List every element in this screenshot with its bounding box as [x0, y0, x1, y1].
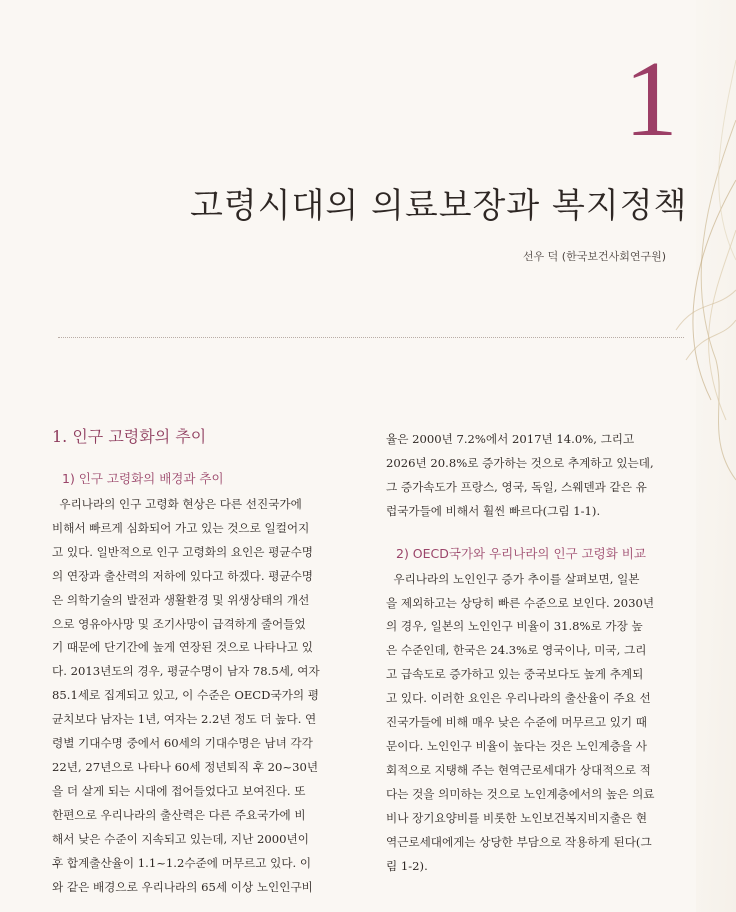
text-line: 을 제외하고는 상당히 빠른 수준으로 보인다. 2030년 — [386, 595, 655, 610]
section-heading: 1. 인구 고령화의 추이 — [52, 427, 207, 446]
text-line: 고 있다. 일반적으로 인구 고령화의 요인은 평균수명 — [52, 544, 313, 559]
body-paragraph — [386, 428, 696, 524]
text-line: 으로 영유아사망 및 조기사망이 급격하게 줄어들었 — [52, 616, 306, 631]
text-line: 비나 장기요양비를 비롯한 노인보건복지비지출은 현 — [386, 810, 648, 825]
right-column — [386, 428, 696, 878]
author-line: 선우 덕 (한국보건사회연구원) — [522, 250, 666, 263]
chapter-number: 1 — [624, 40, 678, 159]
body-paragraph — [386, 568, 696, 879]
text-line: 은 의학기술의 발전과 생활환경 및 위생상태의 개선 — [52, 592, 310, 607]
text-line: 역근로세대에게는 상당한 부담으로 작용하게 된다(그 — [386, 834, 652, 849]
text-line: 해서 낮은 수준이 지속되고 있는데, 지난 2000년이 — [52, 831, 309, 846]
text-line: 고 급속도로 증가하고 있는 중국보다도 높게 추계되 — [386, 667, 644, 682]
text-line: 의 연장과 출산력의 저하에 있다고 하겠다. 평균수명 — [52, 568, 313, 583]
text-line: 85.1세로 집계되고 있고, 이 수준은 OECD국가의 평 — [52, 688, 319, 703]
text-line: 22년, 27년으로 나타나 60세 정년퇴직 후 20~30년 — [52, 759, 319, 774]
text-line: 은 수준인데, 한국은 24.3%로 영국이나, 미국, 그리 — [386, 643, 647, 658]
subsection-heading: 2) OECD국가와 우리나라의 인구 고령화 비교 — [396, 545, 646, 561]
body-paragraph — [52, 493, 362, 899]
text-line: 우리나라의 인구 고령화 현상은 다른 선진국가에 — [52, 497, 302, 511]
left-column — [52, 420, 362, 899]
text-line: 한편으로 우리나라의 출산력은 다른 주요국가에 비 — [52, 807, 306, 822]
text-line: 림 1-2). — [386, 858, 428, 873]
text-line: 럽국가들에 비해서 훨씬 빠르다(그림 1-1). — [386, 503, 601, 518]
divider — [58, 337, 684, 338]
text-line: 후 합계출산율이 1.1~1.2수준에 머무르고 있다. 이 — [52, 855, 312, 870]
text-line: 고 있다. 이러한 요인은 우리나라의 출산율이 주요 선 — [386, 691, 651, 706]
text-line: 비해서 빠르게 심화되어 가고 있는 것으로 일컬어지 — [52, 520, 310, 535]
text-line: 을 더 살게 되는 시대에 접어들었다고 보여진다. 또 — [52, 783, 306, 798]
text-line: 회적으로 지탱해 주는 현역근로세대가 상대적으로 적 — [386, 762, 651, 777]
text-line: 2026년 20.8%로 증가하는 것으로 추계하고 있는데, — [386, 455, 654, 470]
page-title: 고령시대의 의료보장과 복지정책 — [190, 186, 688, 226]
text-line: 우리나라의 노인인구 증가 추이를 살펴보면, 일본 — [386, 571, 640, 586]
text-line: 균치보다 남자는 1년, 여자는 2.2년 정도 더 높다. 연 — [52, 712, 317, 727]
text-line: 율은 2000년 7.2%에서 2017년 14.0%, 그리고 — [386, 432, 635, 446]
text-line: 다. 2013년도의 경우, 평균수명이 남자 78.5세, 여자 — [52, 664, 320, 679]
text-line: 다는 것을 의미하는 것으로 노인계층에서의 높은 의료 — [386, 786, 655, 801]
text-line: 진국가들에 비해 매우 낮은 수준에 머무르고 있기 때 — [386, 715, 647, 730]
text-line: 그 증가속도가 프랑스, 영국, 독일, 스웨덴과 같은 유 — [386, 479, 647, 494]
text-line: 의 경우, 일본의 노인인구 비율이 31.8%로 가장 높 — [386, 619, 643, 634]
subsection-heading: 1) 인구 고령화의 배경과 추이 — [62, 471, 224, 486]
text-line: 와 같은 배경으로 우리나라의 65세 이상 노인인구비 — [52, 879, 313, 894]
text-line: 문이다. 노인인구 비율이 높다는 것은 노인계층을 사 — [386, 738, 647, 753]
text-line: 령별 기대수명 중에서 60세의 기대수명은 남녀 각각 — [52, 736, 313, 751]
text-line: 기 때문에 단기간에 높게 연장된 것으로 나타나고 있 — [52, 640, 313, 655]
